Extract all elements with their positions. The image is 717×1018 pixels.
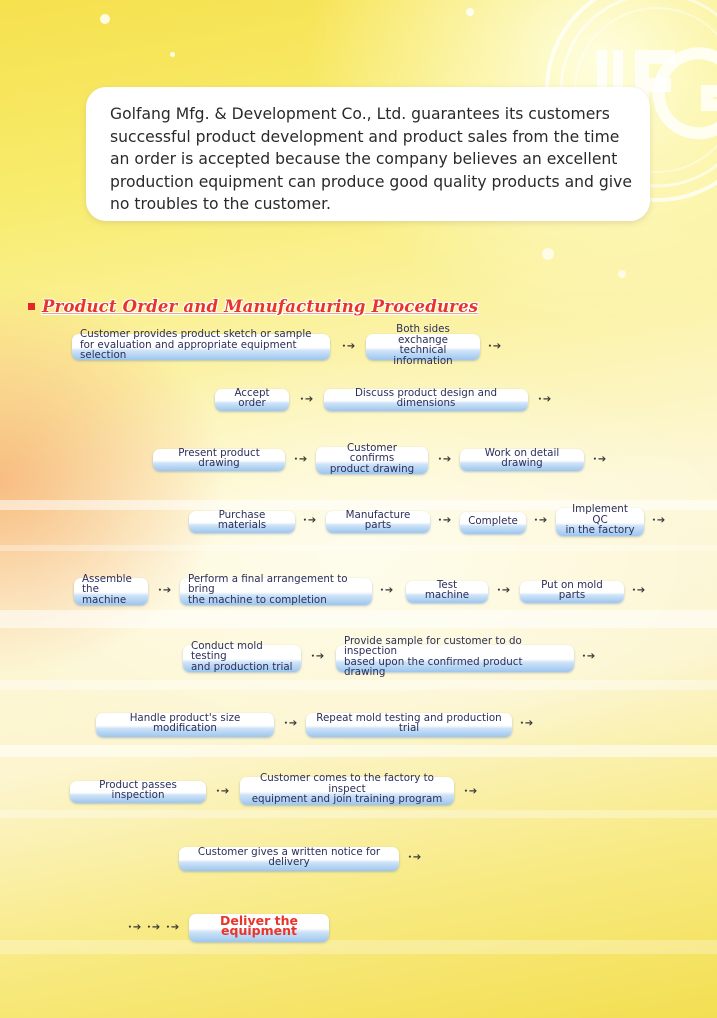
flow-arrow-icon: • ➔ [147,922,161,933]
decorative-band [0,810,717,818]
intro-text: Golfang Mfg. & Development Co., Ltd. guarantees its customers successful product development and product sales from the time an order is accepted because the company believes an excellent production equipment can produce good quality products and give no troubles to the customer. [110,105,632,213]
decorative-dot [466,8,474,16]
decorative-dot [618,270,626,278]
flow-arrow-icon: • ➔ [158,585,172,596]
flow-arrow-icon: • ➔ [464,786,478,797]
step-implement-qc: Implement QC in the factory [556,508,644,536]
flow-arrow-icon: • ➔ [520,718,534,729]
step-written-notice: Customer gives a written notice for delivery [179,847,399,871]
step-mold-testing: Conduct mold testing and production trial [183,645,301,672]
step-final-arrangement: Perform a final arrangement to bring the machine to completion [180,578,372,605]
decorative-dot [100,14,110,24]
section-heading [28,297,478,316]
flow-arrow-icon: • ➔ [488,341,502,352]
step-passes-inspection: Product passes inspection [70,781,206,803]
flow-arrow-icon: • ➔ [294,454,308,465]
decorative-band [0,545,717,551]
decorative-dot [542,248,554,260]
flow-arrow-icon: • ➔ [593,454,607,465]
decorative-band [0,610,717,628]
step-mold-parts: Put on mold parts [520,581,624,603]
step-present-drawing: Present product drawing [153,449,285,471]
flow-arrow-icon: • ➔ [534,515,548,526]
decorative-band [0,940,717,954]
flow-arrow-icon: • ➔ [128,922,142,933]
flow-arrow-icon: • ➔ [311,651,325,662]
section-title: Product Order and Manufacturing Procedures [42,297,479,316]
step-purchase-materials: Purchase materials [189,511,295,533]
flow-arrow-icon: • ➔ [284,718,298,729]
decorative-band [0,680,717,690]
step-provide-sample: Provide sample for customer to do inspection based upon the confirmed product drawing [336,645,574,672]
step-manufacture-parts: Manufacture parts [326,511,430,533]
flow-arrow-icon: • ➔ [632,585,646,596]
step-detail-drawing: Work on detail drawing [460,449,584,471]
flow-arrow-icon: • ➔ [300,394,314,405]
decorative-dot [170,52,175,57]
flow-arrow-icon: • ➔ [380,585,394,596]
step-deliver-equipment: Deliver the equipment [189,914,329,942]
step-size-modification: Handle product's size modification [96,713,274,737]
flow-arrow-icon: • ➔ [342,341,356,352]
flow-arrow-icon: • ➔ [652,515,666,526]
intro-box [86,87,650,221]
step-test-machine: Test machine [406,581,488,603]
step-assemble: Assemble the machine [74,578,148,605]
flow-arrow-icon: • ➔ [303,515,317,526]
step-complete: Complete [460,512,526,534]
flow-arrow-icon: • ➔ [166,922,180,933]
step-customer-confirms: Customer confirms product drawing [316,447,428,474]
step-exchange-info: Both sides exchange technical information [366,334,480,360]
flow-arrow-icon: • ➔ [582,651,596,662]
step-discuss-design: Discuss product design and dimensions [324,389,528,411]
step-provide-sketch: Customer provides product sketch or sample for evaluation and appropriate equipment selection [72,334,330,360]
flow-arrow-icon: • ➔ [216,786,230,797]
step-accept-order: Accept order [215,389,289,411]
heading-bullet [28,303,35,310]
decorative-band [0,745,717,757]
step-repeat-mold-testing: Repeat mold testing and production trial [306,713,512,737]
flow-arrow-icon: • ➔ [538,394,552,405]
flow-arrow-icon: • ➔ [438,515,452,526]
step-factory-inspection: Customer comes to the factory to inspect equipment and join training program [240,777,454,805]
flow-arrow-icon: • ➔ [438,454,452,465]
flow-arrow-icon: • ➔ [497,585,511,596]
flow-arrow-icon: • ➔ [408,852,422,863]
